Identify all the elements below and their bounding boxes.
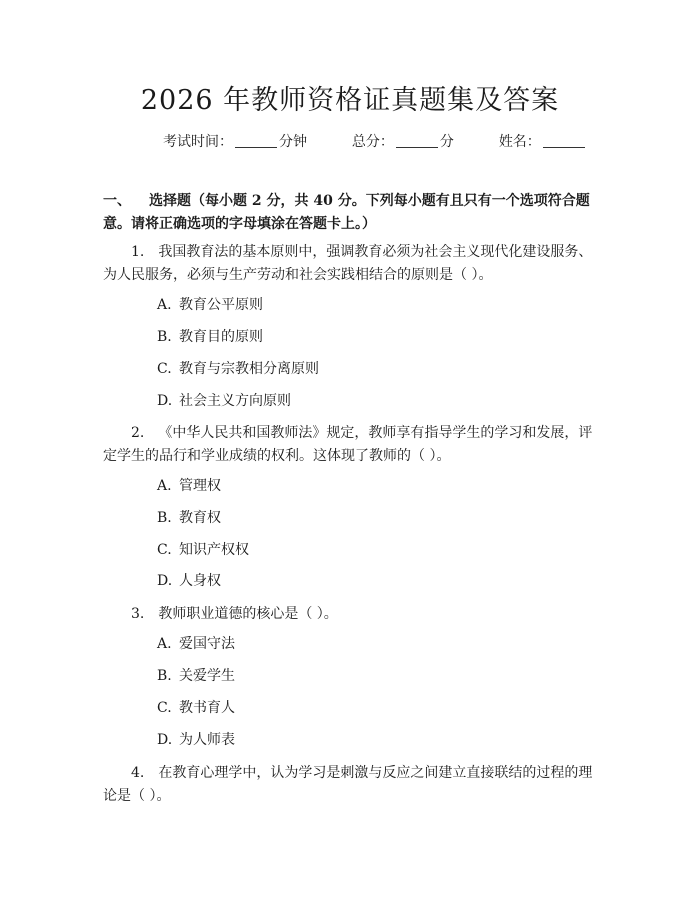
question-text: 在教育心理学中，认为学习是刺激与反应之间建立直接联结的过程的理论是（ ）。 — [103, 765, 593, 804]
question-number: 2. — [131, 425, 145, 441]
name-field — [499, 131, 587, 151]
option-2b: B. 教育权 — [157, 510, 221, 526]
exam-info-line — [163, 131, 587, 151]
option-1a: A. 教育公平原则 — [157, 297, 263, 313]
time-label: 考试时间： — [163, 134, 233, 150]
question-4 — [103, 762, 603, 808]
option-3d: D. 为人师表 — [157, 732, 235, 748]
question-number: 3. — [131, 606, 145, 622]
option-2c: C. 知识产权权 — [157, 542, 249, 558]
question-3 — [103, 603, 603, 626]
section-instructions: 选择题（每小题 2 分，共 40 分。下列每小题有且只有一个选项符合题意。请将正确选项的字母填涂在答题卡上。） — [103, 193, 590, 232]
question-text: 教师职业道德的核心是（ ）。 — [158, 606, 338, 622]
option-1d: D. 社会主义方向原则 — [157, 393, 291, 409]
name-label: 姓名： — [498, 134, 541, 150]
question-1 — [103, 241, 603, 287]
option-3c: C. 教书育人 — [157, 700, 235, 716]
question-text: 《中华人民共和国教师法》规定，教师享有指导学生的学习和发展，评定学生的品行和学业成绩的权利。这体现了教师的（ ）。 — [103, 425, 593, 464]
section-number: 一、 — [103, 193, 131, 209]
question-number: 1. — [131, 244, 145, 260]
question-number: 4. — [131, 765, 145, 781]
score-unit: 分 — [439, 134, 454, 150]
option-2a: A. 管理权 — [157, 478, 221, 494]
option-1c: C. 教育与宗教相分离原则 — [157, 361, 319, 377]
score-blank — [396, 147, 438, 148]
option-1b: B. 教育目的原则 — [157, 329, 263, 345]
question-text: 我国教育法的基本原则中，强调教育必须为社会主义现代化建设服务、为人民服务，必须与生产劳动和社会实践相结合的原则是（ ）。 — [103, 244, 593, 283]
total-score-field — [352, 131, 454, 151]
score-label: 总分： — [351, 134, 394, 150]
time-blank — [235, 147, 277, 148]
option-3b: B. 关爱学生 — [157, 668, 235, 684]
exam-time-field — [163, 131, 307, 151]
time-unit: 分钟 — [279, 134, 307, 150]
question-2 — [103, 422, 603, 468]
option-2d: D. 人身权 — [157, 573, 221, 589]
option-3a: A. 爱国守法 — [157, 636, 235, 652]
page-title: 2026 年教师资格证真题集及答案 — [140, 85, 560, 116]
name-blank — [543, 147, 585, 148]
section-heading — [103, 190, 603, 236]
